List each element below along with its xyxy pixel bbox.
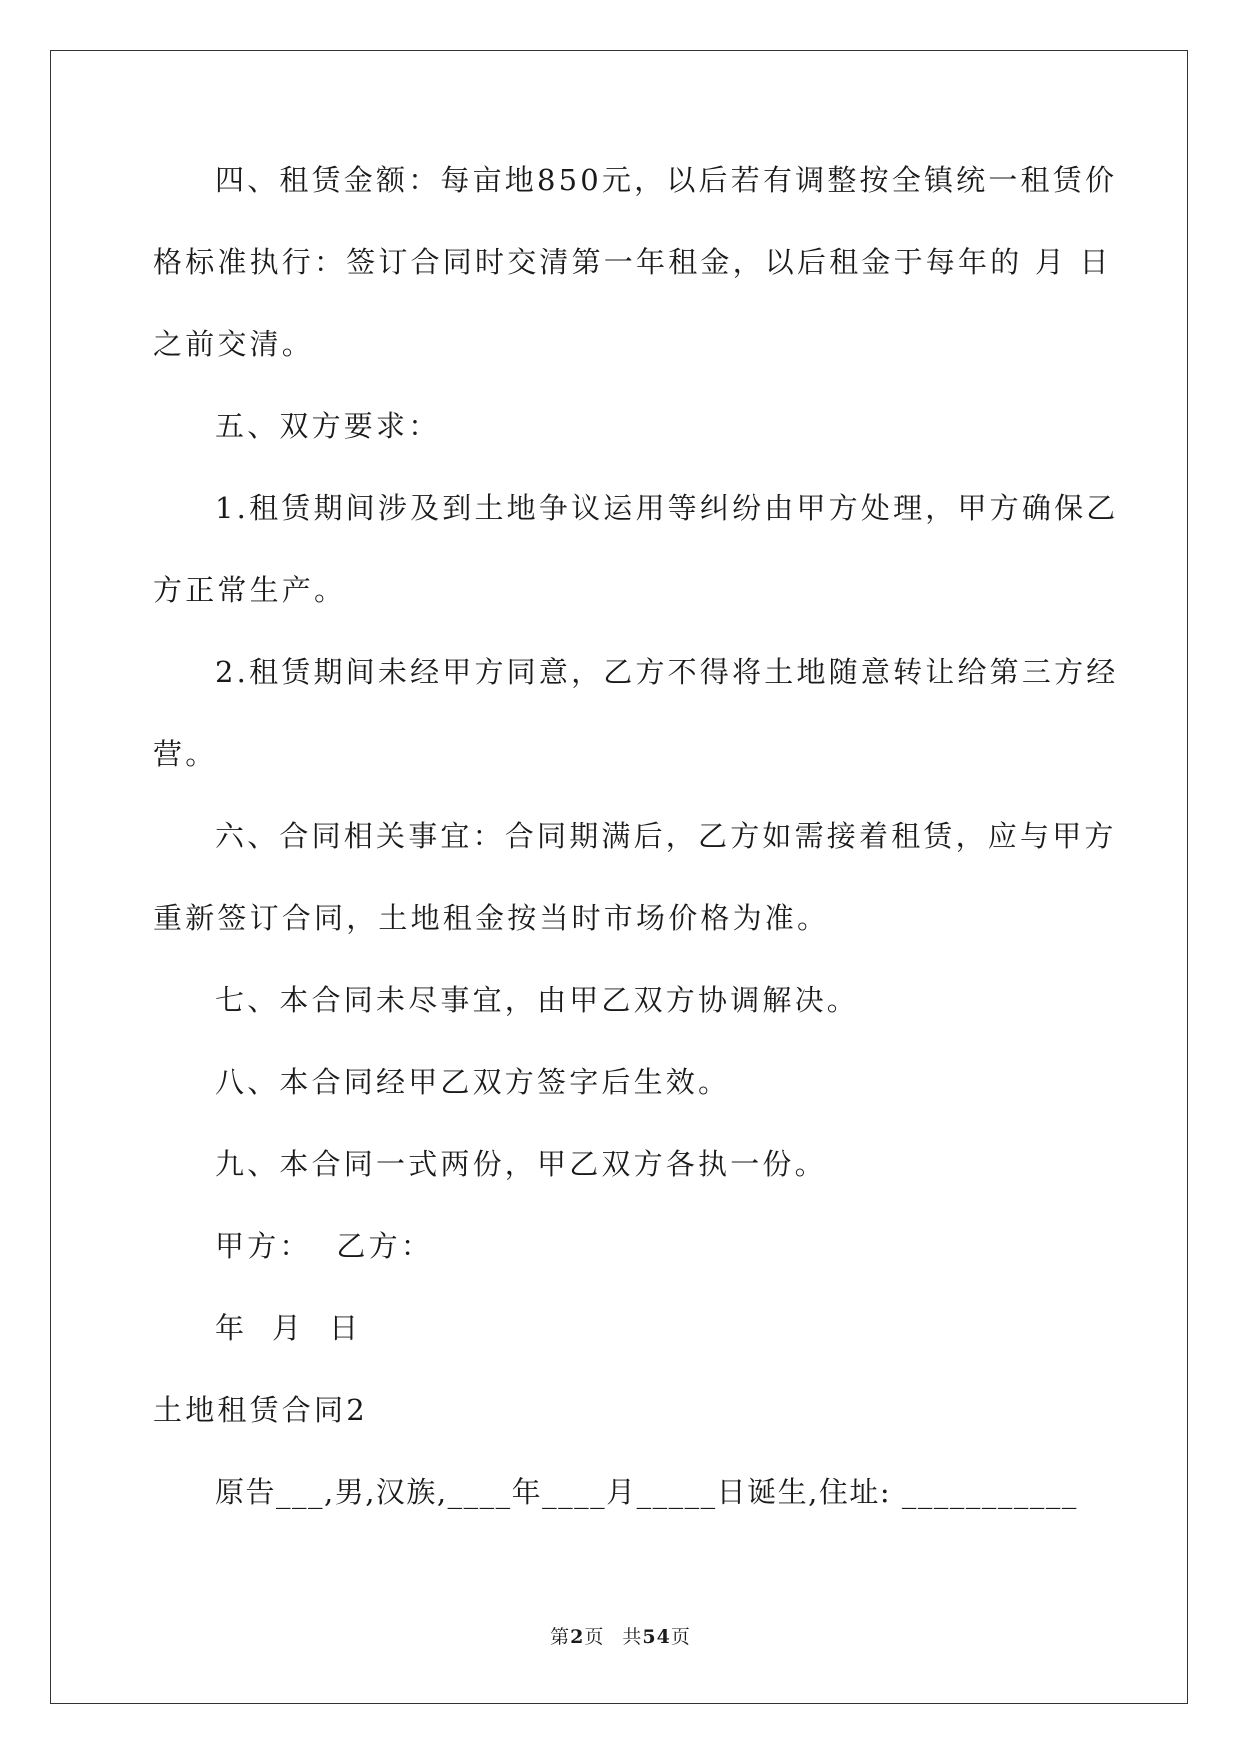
section-heading: 五、双方要求： — [215, 409, 441, 443]
signature-line: 甲方： 乙方： — [215, 1229, 434, 1263]
footer-suffix: 页 — [670, 1626, 691, 1648]
paragraph-line: 1.租赁期间涉及到土地争议运用等纠纷由甲方处理，甲方确保乙 — [215, 491, 1119, 525]
paragraph-line: 六、合同相关事宜：合同期满后，乙方如需接着租赁，应与甲方 — [215, 819, 1117, 853]
page-border — [50, 50, 1188, 1704]
date-line: 年 月 日 — [215, 1311, 362, 1345]
paragraph-line: 营。 — [153, 737, 218, 771]
paragraph-line: 原告___,男,汉族,____年____月_____日诞生,住址: ___________ — [215, 1475, 1078, 1509]
paragraph-line: 方正常生产。 — [153, 573, 347, 607]
paragraph-line: 九、本合同一式两份，甲乙双方各执一份。 — [215, 1147, 827, 1181]
paragraph-line: 八、本合同经甲乙双方签字后生效。 — [215, 1065, 731, 1099]
paragraph-line: 之前交清。 — [153, 327, 315, 361]
paragraph-line: 七、本合同未尽事宜，由甲乙双方协调解决。 — [215, 983, 860, 1017]
page-footer — [0, 1622, 1241, 1649]
paragraph-line: 四、租赁金额：每亩地850元，以后若有调整按全镇统一租赁价 — [215, 163, 1118, 197]
footer-mid: 页 — [584, 1626, 605, 1648]
page-number: 2 — [570, 1626, 585, 1648]
paragraph-line: 2.租赁期间未经甲方同意，乙方不得将土地随意转让给第三方经 — [215, 655, 1119, 689]
document-title: 土地租赁合同2 — [153, 1393, 368, 1427]
paragraph-line: 格标准执行：签订合同时交清第一年租金，以后租金于每年的 月 日 — [153, 245, 1112, 279]
footer-total-prefix: 共 — [622, 1626, 643, 1648]
paragraph-line: 重新签订合同，土地租金按当时市场价格为准。 — [153, 901, 830, 935]
footer-prefix: 第 — [550, 1626, 571, 1648]
total-pages: 54 — [642, 1626, 671, 1648]
